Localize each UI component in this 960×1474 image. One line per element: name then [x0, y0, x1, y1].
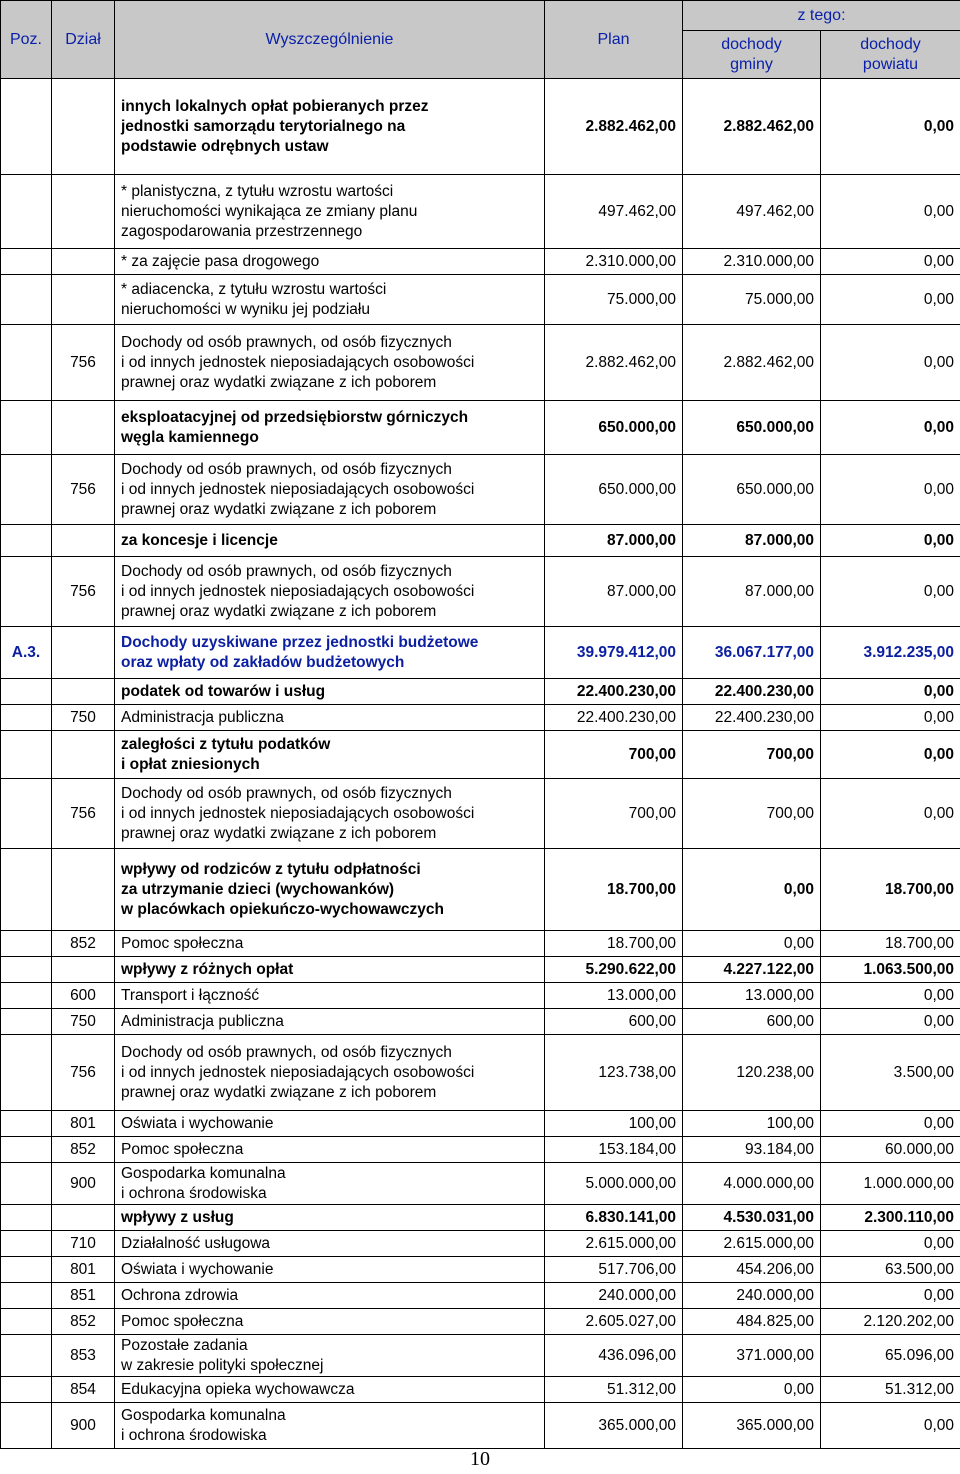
cell-poz — [1, 275, 52, 325]
cell-dzial — [52, 401, 115, 455]
cell-plan: 87.000,00 — [545, 557, 683, 627]
cell-dzial — [52, 249, 115, 275]
cell-description: Edukacyjna opieka wychowawcza — [115, 1377, 545, 1403]
cell-poz — [1, 779, 52, 849]
cell-dochody-gminy: 13.000,00 — [683, 983, 821, 1009]
cell-description: wpływy od rodziców z tytułu odpłatności za utrzymanie dzieci (wychowanków) w placówkach opiekuńczo-wychowawczych — [115, 849, 545, 931]
cell-plan: 18.700,00 — [545, 931, 683, 957]
table-row — [1, 557, 960, 627]
cell-dochody-powiatu: 0,00 — [821, 275, 960, 325]
cell-dochody-powiatu: 0,00 — [821, 1009, 960, 1035]
cell-description: Dochody od osób prawnych, od osób fizycznych i od innych jednostek nieposiadających osobowości prawnej oraz wydatki związane z ich poborem — [115, 779, 545, 849]
table-row — [1, 705, 960, 731]
cell-description: Dochody od osób prawnych, od osób fizycznych i od innych jednostek nieposiadających osobowości prawnej oraz wydatki związane z ich poborem — [115, 325, 545, 401]
cell-plan: 240.000,00 — [545, 1283, 683, 1309]
cell-dzial: 900 — [52, 1163, 115, 1205]
table-row — [1, 849, 960, 931]
cell-dochody-powiatu: 0,00 — [821, 779, 960, 849]
table-row — [1, 455, 960, 525]
table-row — [1, 525, 960, 557]
cell-dzial: 600 — [52, 983, 115, 1009]
table-row — [1, 1009, 960, 1035]
cell-description: Administracja publiczna — [115, 705, 545, 731]
col-header-wyszczegolnienie: Wyszczególnienie — [115, 1, 545, 79]
cell-poz — [1, 731, 52, 779]
cell-dochody-powiatu: 0,00 — [821, 679, 960, 705]
cell-poz — [1, 1257, 52, 1283]
cell-poz — [1, 79, 52, 175]
cell-description: wpływy z usług — [115, 1205, 545, 1231]
cell-dochody-powiatu: 60.000,00 — [821, 1137, 960, 1163]
cell-poz — [1, 249, 52, 275]
table-row — [1, 1137, 960, 1163]
table-row — [1, 249, 960, 275]
table-row — [1, 1403, 960, 1449]
cell-dochody-gminy: 454.206,00 — [683, 1257, 821, 1283]
table-body — [1, 79, 960, 1449]
cell-plan: 51.312,00 — [545, 1377, 683, 1403]
cell-dzial: 852 — [52, 1137, 115, 1163]
cell-dochody-gminy: 75.000,00 — [683, 275, 821, 325]
cell-description: Oświata i wychowanie — [115, 1111, 545, 1137]
cell-plan: 2.615.000,00 — [545, 1231, 683, 1257]
cell-poz — [1, 455, 52, 525]
cell-dochody-gminy: 484.825,00 — [683, 1309, 821, 1335]
cell-poz — [1, 1231, 52, 1257]
cell-dochody-gminy: 4.530.031,00 — [683, 1205, 821, 1231]
cell-dochody-gminy: 600,00 — [683, 1009, 821, 1035]
cell-dochody-powiatu: 0,00 — [821, 455, 960, 525]
cell-poz — [1, 705, 52, 731]
cell-plan: 18.700,00 — [545, 849, 683, 931]
col-header-dochody-powiatu: dochody powiatu — [821, 31, 960, 79]
cell-poz — [1, 1403, 52, 1449]
cell-poz — [1, 1163, 52, 1205]
cell-plan: 22.400.230,00 — [545, 705, 683, 731]
cell-dochody-gminy: 650.000,00 — [683, 455, 821, 525]
cell-dochody-gminy: 650.000,00 — [683, 401, 821, 455]
cell-dochody-powiatu: 0,00 — [821, 1111, 960, 1137]
table-row — [1, 1035, 960, 1111]
cell-plan: 39.979.412,00 — [545, 627, 683, 679]
cell-dzial: 851 — [52, 1283, 115, 1309]
cell-description: * adiacencka, z tytułu wzrostu wartości nieruchomości w wyniku jej podziału — [115, 275, 545, 325]
cell-dochody-powiatu: 0,00 — [821, 325, 960, 401]
cell-dzial: 750 — [52, 705, 115, 731]
cell-poz — [1, 1283, 52, 1309]
table-row — [1, 1205, 960, 1231]
cell-poz — [1, 983, 52, 1009]
table-row — [1, 175, 960, 249]
cell-poz — [1, 525, 52, 557]
cell-dzial: 756 — [52, 557, 115, 627]
cell-dochody-powiatu: 18.700,00 — [821, 849, 960, 931]
cell-poz — [1, 1205, 52, 1231]
cell-dzial: 852 — [52, 931, 115, 957]
cell-plan: 365.000,00 — [545, 1403, 683, 1449]
cell-dochody-powiatu: 0,00 — [821, 557, 960, 627]
cell-dochody-powiatu: 51.312,00 — [821, 1377, 960, 1403]
cell-dzial — [52, 275, 115, 325]
cell-description: Gospodarka komunalna i ochrona środowiska — [115, 1403, 545, 1449]
col-header-poz: Poz. — [1, 1, 52, 79]
cell-description: Pomoc społeczna — [115, 931, 545, 957]
cell-dochody-powiatu: 0,00 — [821, 1403, 960, 1449]
cell-poz — [1, 679, 52, 705]
cell-description: * planistyczna, z tytułu wzrostu wartości nieruchomości wynikająca ze zmiany planu zagospodarowania przestrzennego — [115, 175, 545, 249]
table-row — [1, 1231, 960, 1257]
cell-poz — [1, 1035, 52, 1111]
cell-description: Pomoc społeczna — [115, 1137, 545, 1163]
cell-description: Administracja publiczna — [115, 1009, 545, 1035]
cell-dochody-powiatu: 0,00 — [821, 983, 960, 1009]
cell-dochody-powiatu: 0,00 — [821, 175, 960, 249]
cell-dochody-powiatu: 0,00 — [821, 249, 960, 275]
cell-dochody-powiatu: 63.500,00 — [821, 1257, 960, 1283]
table-row — [1, 931, 960, 957]
cell-dochody-gminy: 0,00 — [683, 849, 821, 931]
table-row — [1, 627, 960, 679]
cell-poz — [1, 931, 52, 957]
cell-dzial: 801 — [52, 1257, 115, 1283]
cell-dochody-powiatu: 0,00 — [821, 1231, 960, 1257]
cell-dzial — [52, 175, 115, 249]
cell-plan: 13.000,00 — [545, 983, 683, 1009]
cell-dochody-gminy: 0,00 — [683, 1377, 821, 1403]
cell-plan: 2.882.462,00 — [545, 325, 683, 401]
table-row — [1, 79, 960, 175]
cell-description: Gospodarka komunalna i ochrona środowiska — [115, 1163, 545, 1205]
table-row — [1, 1377, 960, 1403]
cell-dzial — [52, 849, 115, 931]
cell-dzial — [52, 679, 115, 705]
cell-dochody-powiatu: 65.096,00 — [821, 1335, 960, 1377]
cell-dochody-gminy: 365.000,00 — [683, 1403, 821, 1449]
cell-description: zaległości z tytułu podatków i opłat zniesionych — [115, 731, 545, 779]
cell-poz: A.3. — [1, 627, 52, 679]
cell-description: za koncesje i licencje — [115, 525, 545, 557]
cell-dochody-powiatu: 1.000.000,00 — [821, 1163, 960, 1205]
cell-dzial: 801 — [52, 1111, 115, 1137]
table-row — [1, 983, 960, 1009]
cell-dzial: 756 — [52, 325, 115, 401]
cell-dzial: 756 — [52, 1035, 115, 1111]
cell-dochody-gminy: 36.067.177,00 — [683, 627, 821, 679]
cell-description: eksploatacyjnej od przedsiębiorstw górniczych węgla kamiennego — [115, 401, 545, 455]
cell-dochody-gminy: 4.000.000,00 — [683, 1163, 821, 1205]
cell-dzial — [52, 731, 115, 779]
cell-dochody-gminy: 700,00 — [683, 779, 821, 849]
cell-dochody-gminy: 240.000,00 — [683, 1283, 821, 1309]
cell-plan: 153.184,00 — [545, 1137, 683, 1163]
cell-description: Dochody uzyskiwane przez jednostki budżetowe oraz wpłaty od zakładów budżetowych — [115, 627, 545, 679]
cell-dochody-powiatu: 0,00 — [821, 401, 960, 455]
cell-dochody-gminy: 2.882.462,00 — [683, 79, 821, 175]
cell-dochody-powiatu: 0,00 — [821, 525, 960, 557]
table-row — [1, 1163, 960, 1205]
cell-dochody-powiatu: 0,00 — [821, 1283, 960, 1309]
cell-dochody-gminy: 497.462,00 — [683, 175, 821, 249]
cell-dochody-powiatu: 3.912.235,00 — [821, 627, 960, 679]
cell-plan: 100,00 — [545, 1111, 683, 1137]
table-row — [1, 1111, 960, 1137]
cell-description: innych lokalnych opłat pobieranych przez jednostki samorządu terytorialnego na podstawie odrębnych ustaw — [115, 79, 545, 175]
cell-dochody-gminy: 93.184,00 — [683, 1137, 821, 1163]
cell-plan: 22.400.230,00 — [545, 679, 683, 705]
cell-plan: 5.290.622,00 — [545, 957, 683, 983]
cell-poz — [1, 1137, 52, 1163]
cell-dochody-gminy: 700,00 — [683, 731, 821, 779]
cell-dochody-powiatu: 2.120.202,00 — [821, 1309, 960, 1335]
cell-dzial: 900 — [52, 1403, 115, 1449]
col-header-dochody-gminy: dochody gminy — [683, 31, 821, 79]
cell-plan: 650.000,00 — [545, 401, 683, 455]
cell-dochody-powiatu: 3.500,00 — [821, 1035, 960, 1111]
cell-plan: 2.882.462,00 — [545, 79, 683, 175]
cell-dzial — [52, 957, 115, 983]
cell-plan: 700,00 — [545, 731, 683, 779]
cell-dzial: 756 — [52, 455, 115, 525]
cell-plan: 5.000.000,00 — [545, 1163, 683, 1205]
cell-dochody-gminy: 22.400.230,00 — [683, 705, 821, 731]
table-row — [1, 325, 960, 401]
cell-plan: 700,00 — [545, 779, 683, 849]
cell-plan: 650.000,00 — [545, 455, 683, 525]
cell-poz — [1, 1309, 52, 1335]
cell-dzial — [52, 525, 115, 557]
cell-description: Dochody od osób prawnych, od osób fizycznych i od innych jednostek nieposiadających osobowości prawnej oraz wydatki związane z ich poborem — [115, 557, 545, 627]
cell-description: Transport i łączność — [115, 983, 545, 1009]
cell-dochody-powiatu: 1.063.500,00 — [821, 957, 960, 983]
page-number: 10 — [470, 1448, 490, 1470]
col-header-plan: Plan — [545, 1, 683, 79]
cell-dzial — [52, 627, 115, 679]
cell-plan: 2.605.027,00 — [545, 1309, 683, 1335]
cell-description: Działalność usługowa — [115, 1231, 545, 1257]
cell-poz — [1, 175, 52, 249]
cell-dochody-gminy: 2.615.000,00 — [683, 1231, 821, 1257]
cell-description: Dochody od osób prawnych, od osób fizycznych i od innych jednostek nieposiadających osobowości prawnej oraz wydatki związane z ich poborem — [115, 1035, 545, 1111]
cell-description: Dochody od osób prawnych, od osób fizycznych i od innych jednostek nieposiadających osobowości prawnej oraz wydatki związane z ich poborem — [115, 455, 545, 525]
cell-plan: 600,00 — [545, 1009, 683, 1035]
table-row — [1, 275, 960, 325]
cell-poz — [1, 1009, 52, 1035]
cell-dochody-gminy: 0,00 — [683, 931, 821, 957]
cell-dochody-gminy: 100,00 — [683, 1111, 821, 1137]
cell-poz — [1, 1377, 52, 1403]
cell-dochody-gminy: 120.238,00 — [683, 1035, 821, 1111]
table-row — [1, 401, 960, 455]
col-header-dzial: Dział — [52, 1, 115, 79]
table-row — [1, 731, 960, 779]
cell-poz — [1, 557, 52, 627]
cell-description: * za zajęcie pasa drogowego — [115, 249, 545, 275]
cell-plan: 436.096,00 — [545, 1335, 683, 1377]
cell-poz — [1, 957, 52, 983]
cell-dochody-powiatu: 0,00 — [821, 79, 960, 175]
cell-dzial — [52, 1205, 115, 1231]
cell-poz — [1, 401, 52, 455]
cell-dochody-gminy: 4.227.122,00 — [683, 957, 821, 983]
cell-dzial: 710 — [52, 1231, 115, 1257]
table-row — [1, 1335, 960, 1377]
table-row — [1, 1283, 960, 1309]
cell-dochody-powiatu: 2.300.110,00 — [821, 1205, 960, 1231]
cell-dzial: 756 — [52, 779, 115, 849]
cell-poz — [1, 325, 52, 401]
table-row — [1, 779, 960, 849]
cell-description: Pozostałe zadania w zakresie polityki społecznej — [115, 1335, 545, 1377]
table-row — [1, 957, 960, 983]
cell-dochody-gminy: 87.000,00 — [683, 557, 821, 627]
cell-poz — [1, 1335, 52, 1377]
cell-dzial: 853 — [52, 1335, 115, 1377]
cell-description: podatek od towarów i usług — [115, 679, 545, 705]
cell-dochody-powiatu: 18.700,00 — [821, 931, 960, 957]
cell-description: Pomoc społeczna — [115, 1309, 545, 1335]
cell-description: Ochrona zdrowia — [115, 1283, 545, 1309]
cell-dzial: 750 — [52, 1009, 115, 1035]
cell-dochody-powiatu: 0,00 — [821, 705, 960, 731]
cell-dochody-gminy: 87.000,00 — [683, 525, 821, 557]
cell-description: wpływy z różnych opłat — [115, 957, 545, 983]
cell-dochody-gminy: 2.310.000,00 — [683, 249, 821, 275]
cell-dochody-powiatu: 0,00 — [821, 731, 960, 779]
cell-plan: 517.706,00 — [545, 1257, 683, 1283]
cell-dochody-gminy: 2.882.462,00 — [683, 325, 821, 401]
cell-poz — [1, 849, 52, 931]
table-row — [1, 1309, 960, 1335]
cell-plan: 75.000,00 — [545, 275, 683, 325]
cell-plan: 6.830.141,00 — [545, 1205, 683, 1231]
cell-plan: 497.462,00 — [545, 175, 683, 249]
table-row — [1, 1257, 960, 1283]
cell-dzial: 852 — [52, 1309, 115, 1335]
cell-plan: 123.738,00 — [545, 1035, 683, 1111]
table-row — [1, 679, 960, 705]
cell-plan: 87.000,00 — [545, 525, 683, 557]
cell-dzial — [52, 79, 115, 175]
cell-poz — [1, 1111, 52, 1137]
cell-dzial: 854 — [52, 1377, 115, 1403]
col-header-z-tego: z tego: — [683, 1, 960, 31]
cell-dochody-gminy: 22.400.230,00 — [683, 679, 821, 705]
cell-description: Oświata i wychowanie — [115, 1257, 545, 1283]
cell-dochody-gminy: 371.000,00 — [683, 1335, 821, 1377]
cell-plan: 2.310.000,00 — [545, 249, 683, 275]
